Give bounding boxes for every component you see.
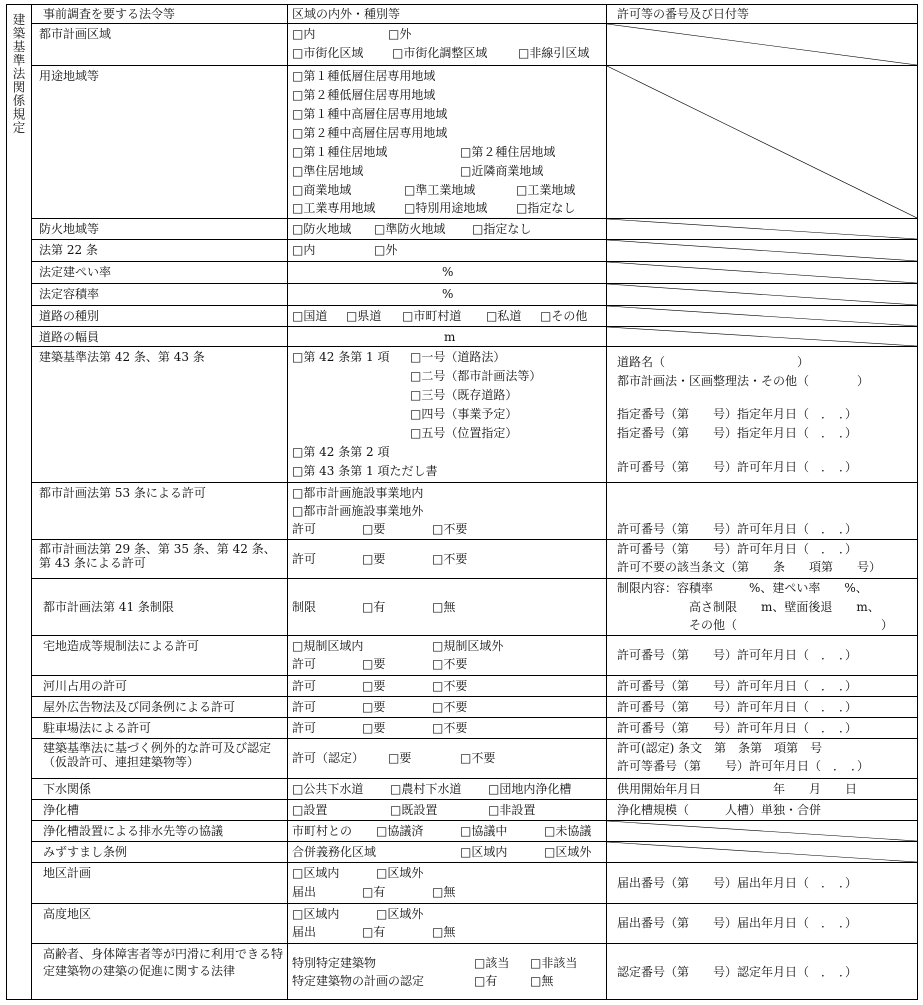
checkbox-option[interactable]: □都市計画施設事業地内 xyxy=(292,486,424,500)
checkbox-option[interactable]: □不要 xyxy=(432,721,468,735)
field-label: 許可 xyxy=(292,700,317,714)
field-label: 届出 xyxy=(292,925,317,939)
checkbox-option[interactable]: □工業専用地域 xyxy=(292,201,376,215)
permit-field[interactable]: 許可番号（第 号）許可年月日（ ． ．） xyxy=(617,542,858,556)
row-toshi-keikaku xyxy=(31,24,917,66)
row-mizusumashi xyxy=(31,842,917,863)
law-label: 都市計画法第 53 条による許可 xyxy=(39,486,206,500)
diagonal-line xyxy=(607,842,917,862)
diagonal-line xyxy=(607,306,917,326)
checkbox-option[interactable]: □規制区域外 xyxy=(432,639,504,653)
diagonal-line xyxy=(607,66,917,218)
checkbox-option[interactable]: □要 xyxy=(362,679,386,693)
law-label: 都市計画区域 xyxy=(39,27,112,41)
checkbox-option[interactable]: □有 xyxy=(362,925,386,939)
checkbox-option[interactable]: □五号（位置指定） xyxy=(410,426,518,440)
checkbox-option[interactable]: □規制区域内 xyxy=(292,639,364,653)
row-yoto xyxy=(31,66,917,219)
law-label: 用途地域等 xyxy=(39,69,100,83)
header-law: 事前調査を要する法令等 xyxy=(43,7,176,21)
checkbox-option[interactable]: □該当 xyxy=(474,956,510,970)
checkbox-option[interactable]: □近隣商業地域 xyxy=(460,164,544,178)
checkbox-option[interactable]: □準防火地域 xyxy=(374,222,446,236)
field-label: 許可 xyxy=(292,657,317,671)
checkbox-option[interactable]: □区域外 xyxy=(376,866,424,880)
field-label: 許可 xyxy=(292,679,317,693)
law-label: 屋外広告物法及び同条例による許可 xyxy=(43,700,236,714)
checkbox-option[interactable]: □無 xyxy=(432,885,456,899)
row-jokaso xyxy=(31,800,917,821)
checkbox-option[interactable]: □県道 xyxy=(346,309,382,323)
checkbox-option[interactable]: □有 xyxy=(474,974,498,988)
law-label: 高齢者、身体障害者等が円滑に利用できる特定建築物の建築の促進に関する法律 xyxy=(43,947,284,978)
checkbox-option[interactable]: □不要 xyxy=(432,700,468,714)
side-title: 建築基準法関係規定 xyxy=(11,13,26,135)
checkbox-option[interactable]: □区域内 xyxy=(460,845,508,859)
row-yoseki xyxy=(31,284,917,306)
checkbox-option[interactable]: □第２種中高層住居専用地域 xyxy=(292,126,448,140)
law-label: 宅地造成等規制法による許可 xyxy=(43,639,200,653)
row-hou22 xyxy=(31,240,917,262)
checkbox-option[interactable]: □要 xyxy=(362,522,386,536)
checkbox-option[interactable]: □協議中 xyxy=(460,824,508,838)
checkbox-option[interactable]: □区域外 xyxy=(544,845,592,859)
exemption-field[interactable]: 許可不要の該当条文（第 条 項第 号） xyxy=(617,560,882,574)
checkbox-option[interactable]: □要 xyxy=(362,700,386,714)
checkbox-option[interactable]: □市町村道 xyxy=(402,309,462,323)
header-row xyxy=(31,5,917,24)
checkbox-option[interactable]: □第２種低層住居専用地域 xyxy=(292,88,436,102)
checkbox-option[interactable]: □設置 xyxy=(292,803,328,817)
checkbox-option[interactable]: □第 42 条第 2 項 xyxy=(292,445,390,459)
septic-scale-field[interactable]: 浄化槽規模（ 人槽）単独・合併 xyxy=(617,803,822,817)
row-reigai xyxy=(31,739,917,779)
checkbox-option[interactable]: □市街化区域 xyxy=(292,46,364,60)
row-haisui xyxy=(31,821,917,842)
row-toshi41 xyxy=(31,579,917,636)
permit-field[interactable]: 許可等番号（第 号）許可年月日（ ． ．） xyxy=(617,759,870,773)
checkbox-option[interactable]: □有 xyxy=(362,600,386,614)
row-doro-haba xyxy=(31,327,917,347)
checkbox-option[interactable]: □区域内 xyxy=(292,866,340,880)
checkbox-option[interactable]: □私道 xyxy=(486,309,522,323)
checkbox-option[interactable]: □区域外 xyxy=(376,907,424,921)
checkbox-option[interactable]: □非線引区域 xyxy=(518,46,590,60)
checkbox-option[interactable]: □四号（事業予定） xyxy=(410,407,518,421)
row-kasen xyxy=(31,676,917,697)
row-boka xyxy=(31,219,917,240)
diagonal-line xyxy=(607,219,917,239)
field-label: 届出 xyxy=(292,885,317,899)
checkbox-option[interactable]: □市街化調整区域 xyxy=(392,46,488,60)
checkbox-option[interactable]: □協議済 xyxy=(376,824,424,838)
law-label: 道路の種別 xyxy=(39,309,100,323)
checkbox-option[interactable]: □内 xyxy=(292,243,316,257)
survey-form xyxy=(6,4,918,1000)
checkbox-option[interactable]: □公共下水道 xyxy=(292,782,364,796)
row-okugai xyxy=(31,697,917,718)
checkbox-option[interactable]: □団地内浄化槽 xyxy=(488,782,572,796)
designation-field[interactable]: 指定番号（第 号）指定年月日（ ． ．） xyxy=(617,407,858,421)
field-label: 合併義務化区域 xyxy=(292,845,377,859)
checkbox-option[interactable]: □国道 xyxy=(292,309,328,323)
checkbox-option[interactable]: □非設置 xyxy=(488,803,536,817)
row-chiku xyxy=(31,863,917,904)
law-label: 道路の幅員 xyxy=(39,330,100,344)
checkbox-option[interactable]: □不要 xyxy=(460,751,496,765)
law-label: 浄化槽 xyxy=(43,803,80,817)
checkbox-option[interactable]: □都市計画施設事業地外 xyxy=(292,504,424,518)
row-heartbill xyxy=(31,944,917,999)
law-label: 地区計画 xyxy=(43,866,92,880)
checkbox-option[interactable]: □不要 xyxy=(432,552,468,566)
checkbox-option[interactable]: □第１種住居地域 xyxy=(292,145,388,159)
field-label: 特定建築物の計画の認定 xyxy=(292,974,425,988)
checkbox-option[interactable]: □非該当 xyxy=(530,956,578,970)
checkbox-option[interactable]: □不要 xyxy=(432,522,468,536)
checkbox-option[interactable]: □内 xyxy=(292,27,316,41)
law-label: 建築基準法第 42 条、第 43 条 xyxy=(39,350,205,364)
law-label: 駐車場法による許可 xyxy=(43,721,152,735)
permit-field[interactable]: 許可番号（第 号）許可年月日（ ． ．） xyxy=(617,648,858,662)
checkbox-option[interactable]: □不要 xyxy=(432,679,468,693)
field-label: 市町村との xyxy=(292,824,353,838)
checkbox-option[interactable]: □第 43 条第 1 項ただし書 xyxy=(292,464,438,478)
diagonal-line xyxy=(607,262,917,283)
row-kodo xyxy=(31,904,917,944)
row-toshi53 xyxy=(31,483,917,540)
law-label: 高度地区 xyxy=(43,907,92,921)
law-label: 建築基準法に基づく例外的な許可及び認定（仮設許可、連担建築物等） xyxy=(43,741,272,769)
checkbox-option[interactable]: □無 xyxy=(530,974,554,988)
checkbox-option[interactable]: □商業地域 xyxy=(292,183,352,197)
law-label: 都市計画法第 29 条、第 35 条、第 42 条、第 43 条による許可 xyxy=(39,542,276,570)
checkbox-option[interactable]: □準住居地域 xyxy=(292,164,364,178)
checkbox-option[interactable]: □二号（都市計画法等） xyxy=(410,369,542,383)
row-chusha xyxy=(31,718,917,739)
permit-field[interactable]: 許可番号（第 号）許可年月日（ ． ．） xyxy=(617,700,858,714)
law-label: 法第 22 条 xyxy=(39,243,98,257)
checkbox-option[interactable]: □要 xyxy=(362,657,386,671)
diagonal-line xyxy=(607,821,917,841)
notification-field[interactable]: 届出番号（第 号）届出年月日（ ． ．） xyxy=(617,916,858,930)
law-label: 下水関係 xyxy=(43,782,92,796)
checkbox-option[interactable]: □特別用途地域 xyxy=(404,201,488,215)
road-name-field[interactable]: 道路名（ ） xyxy=(617,355,810,369)
field-label: 許可 xyxy=(292,522,317,536)
checkbox-option[interactable]: □工業地域 xyxy=(516,183,576,197)
checkbox-option[interactable]: □要 xyxy=(362,721,386,735)
field-label: 制限 xyxy=(292,600,317,614)
checkbox-option[interactable]: □外 xyxy=(388,27,412,41)
checkbox-option[interactable]: □第１種中高層住居専用地域 xyxy=(292,107,448,121)
checkbox-option[interactable]: □その他 xyxy=(540,309,588,323)
diagonal-line xyxy=(607,240,917,261)
restriction-field[interactable]: 高さ制限 m、壁面後退 m、 xyxy=(689,600,880,614)
restriction-field[interactable]: 制限内容：容積率 %、建ぺい率 %、 xyxy=(617,581,868,595)
header-permit: 許可等の番号及び日付等 xyxy=(617,7,750,21)
checkbox-option[interactable]: □第 42 条第 1 項 xyxy=(292,350,390,364)
checkbox-option[interactable]: □無 xyxy=(432,600,456,614)
checkbox-option[interactable]: □指定なし xyxy=(516,201,576,215)
checkbox-option[interactable]: □第２種住居地域 xyxy=(460,145,556,159)
unit-label: % xyxy=(442,287,454,301)
permit-field[interactable]: 許可番号（第 号）許可年月日（ ． ．） xyxy=(617,522,858,536)
unit-label: m xyxy=(444,330,456,344)
checkbox-option[interactable]: □第１種低層住居専用地域 xyxy=(292,69,436,83)
checkbox-option[interactable]: □指定なし xyxy=(472,222,532,236)
law-label: 防火地域等 xyxy=(39,222,100,236)
checkbox-option[interactable]: □外 xyxy=(374,243,398,257)
checkbox-option[interactable]: □要 xyxy=(362,552,386,566)
designation-field[interactable]: 指定番号（第 号）指定年月日（ ． ．） xyxy=(617,426,858,440)
service-start-field[interactable]: 供用開始年月日 年 月 日 xyxy=(617,782,858,796)
field-label: 許可 xyxy=(292,721,317,735)
permit-field[interactable]: 許可番号（第 号）許可年月日（ ． ．） xyxy=(617,679,858,693)
diagonal-line xyxy=(607,24,917,65)
side-column xyxy=(7,5,32,999)
law-label: みずすまし条例 xyxy=(43,845,128,859)
permit-field[interactable]: 許可番号（第 号）許可年月日（ ． ．） xyxy=(617,721,858,735)
checkbox-option[interactable]: □無 xyxy=(432,925,456,939)
law-label: 法定容積率 xyxy=(39,287,100,301)
law-label: 浄化槽設置による排水先等の協議 xyxy=(43,824,224,838)
checkbox-option[interactable]: □一号（道路法） xyxy=(410,350,506,364)
notification-field[interactable]: 届出番号（第 号）届出年月日（ ． ．） xyxy=(617,876,858,890)
diagonal-line xyxy=(607,327,917,346)
field-label: 許可 xyxy=(292,552,317,566)
law-label: 都市計画法第 41 条制限 xyxy=(43,600,174,614)
checkbox-option[interactable]: □三号（既存道路） xyxy=(410,388,518,402)
restriction-field[interactable]: その他（ ） xyxy=(689,618,894,632)
diagonal-line xyxy=(607,284,917,305)
row-kijun42 xyxy=(31,347,917,483)
law-type-field[interactable]: 都市計画法・区画整理法・その他（ ） xyxy=(617,374,870,388)
row-toshi29 xyxy=(31,540,917,579)
field-label: 特別特定建築物 xyxy=(292,956,377,970)
checkbox-option[interactable]: □農村下水道 xyxy=(390,782,462,796)
checkbox-option[interactable]: □不要 xyxy=(432,657,468,671)
checkbox-option[interactable]: □防火地域 xyxy=(292,222,352,236)
row-kenpei xyxy=(31,262,917,284)
row-gesui xyxy=(31,779,917,800)
certification-field[interactable]: 認定番号（第 号）認定年月日（ ． ．） xyxy=(617,965,858,979)
row-takuchi xyxy=(31,636,917,676)
checkbox-option[interactable]: □要 xyxy=(388,751,412,765)
permit-field[interactable]: 許可番号（第 号）許可年月日（ ． ．） xyxy=(617,460,858,474)
law-label: 河川占用の許可 xyxy=(43,679,128,693)
row-doro-shubetsu xyxy=(31,306,917,327)
checkbox-option[interactable]: □有 xyxy=(362,885,386,899)
field-label: 許可（認定） xyxy=(292,751,365,765)
checkbox-option[interactable]: □既設置 xyxy=(390,803,438,817)
article-field[interactable]: 許可(認定) 条文 第 条第 項第 号 xyxy=(617,741,823,755)
unit-label: % xyxy=(442,265,454,279)
checkbox-option[interactable]: □準工業地域 xyxy=(404,183,476,197)
header-area: 区域の内外・種別等 xyxy=(292,7,401,21)
checkbox-option[interactable]: □未協議 xyxy=(544,824,592,838)
checkbox-option[interactable]: □区域内 xyxy=(292,907,340,921)
law-label: 法定建ぺい率 xyxy=(39,265,112,279)
